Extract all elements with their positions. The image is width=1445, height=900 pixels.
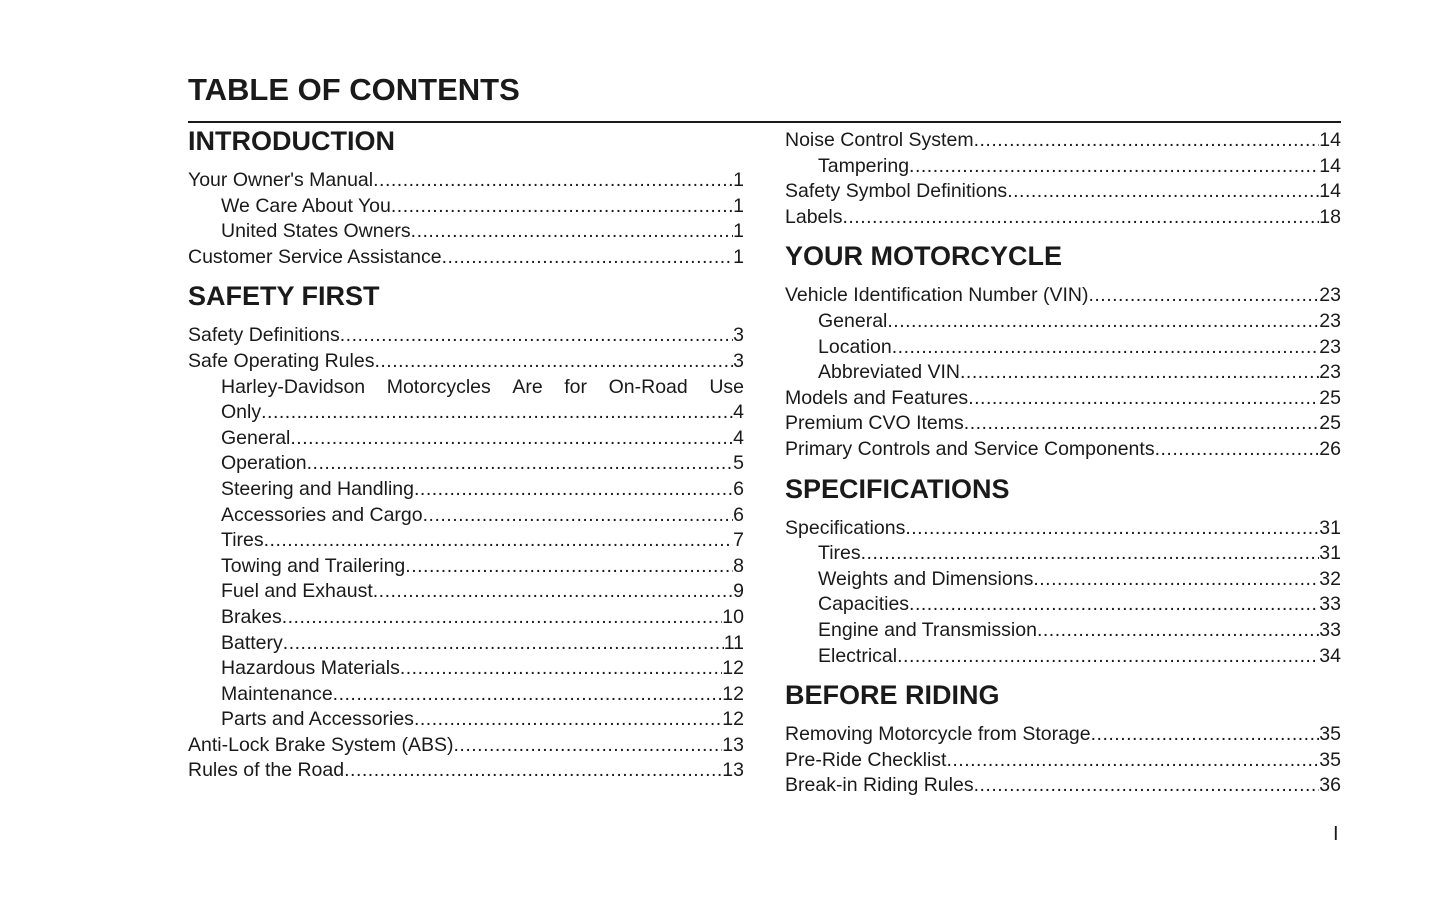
toc-entry[interactable]: Removing Motorcycle from Storage ..... 35 xyxy=(785,722,1341,748)
toc-entry[interactable]: Tampering ..... 14 xyxy=(785,154,1341,180)
page-ref: 23 xyxy=(1319,309,1341,332)
dot-leader xyxy=(344,758,722,784)
toc-entry[interactable]: Brakes ..... 10 xyxy=(188,605,744,631)
dot-leader xyxy=(290,426,733,452)
toc-entry[interactable]: Maintenance ..... 12 xyxy=(188,682,744,708)
dot-leader xyxy=(1091,722,1320,748)
toc-entry[interactable]: Steering and Handling ..... 6 xyxy=(188,477,744,503)
page-ref: 12 xyxy=(722,682,744,705)
dot-leader xyxy=(960,360,1319,386)
toc-entry[interactable]: Only ..... 4 xyxy=(188,400,744,426)
page-ref: 32 xyxy=(1319,567,1341,590)
page-ref: 1 xyxy=(733,169,744,191)
page-number: I xyxy=(1333,823,1339,845)
before-riding-entries xyxy=(785,722,1341,799)
toc-entry[interactable]: Your Owner's Manual ..... 1 xyxy=(188,168,744,194)
dot-leader xyxy=(307,451,734,477)
specifications-entries xyxy=(785,516,1341,670)
toc-entry[interactable]: Primary Controls and Service Components ..... 26 xyxy=(785,437,1341,463)
toc-entry[interactable]: Hazardous Materials ..... 12 xyxy=(188,656,744,682)
toc-entry[interactable]: Tires ..... 31 xyxy=(785,541,1341,567)
dot-leader xyxy=(374,349,733,375)
page-ref: 35 xyxy=(1319,748,1341,771)
dot-leader xyxy=(892,335,1320,361)
dot-leader xyxy=(423,503,734,529)
toc-entry[interactable]: Weights and Dimensions ..... 32 xyxy=(785,567,1341,593)
dot-leader xyxy=(842,205,1319,231)
dot-leader xyxy=(282,605,723,631)
page-ref: 13 xyxy=(722,759,744,782)
page-ref: 23 xyxy=(1319,284,1341,307)
dot-leader xyxy=(264,528,734,554)
page-ref: 8 xyxy=(733,554,744,577)
toc-entry[interactable]: We Care About You ..... 1 xyxy=(188,194,744,220)
section-heading-before-riding: BEFORE RIDING xyxy=(785,680,1000,711)
page-ref: 36 xyxy=(1319,774,1341,797)
toc-entry[interactable]: Location ..... 23 xyxy=(785,335,1341,361)
page-ref: 14 xyxy=(1319,180,1341,203)
page-ref: 11 xyxy=(723,631,744,654)
toc-entry[interactable]: General ..... 23 xyxy=(785,309,1341,335)
page-title: TABLE OF CONTENTS xyxy=(188,72,520,107)
dot-leader xyxy=(261,400,733,426)
dot-leader xyxy=(909,592,1319,618)
page-ref: 25 xyxy=(1319,386,1341,409)
toc-entry[interactable]: Anti-Lock Brake System (ABS) ..... 13 xyxy=(188,733,744,759)
dot-leader xyxy=(283,631,724,657)
dot-leader xyxy=(442,245,734,271)
page-ref: 6 xyxy=(733,477,744,500)
toc-entry[interactable]: Models and Features ..... 25 xyxy=(785,386,1341,412)
title-divider xyxy=(188,121,1341,123)
dot-leader xyxy=(414,707,722,733)
page-ref: 1 xyxy=(733,245,744,268)
page-ref: 25 xyxy=(1319,412,1341,435)
page-ref: 4 xyxy=(733,401,744,424)
toc-entry[interactable]: Safety Symbol Definitions ..... 14 xyxy=(785,179,1341,205)
page-ref: 6 xyxy=(733,503,744,526)
toc-entry[interactable]: Break-in Riding Rules ..... 36 xyxy=(785,773,1341,799)
introduction-entries xyxy=(188,168,744,270)
dot-leader xyxy=(974,128,1320,154)
dot-leader xyxy=(968,386,1319,412)
toc-entry[interactable]: Operation ..... 5 xyxy=(188,451,744,477)
page-ref: 3 xyxy=(733,349,744,372)
dot-leader xyxy=(1037,618,1319,644)
dot-leader xyxy=(909,154,1319,180)
page-ref: 12 xyxy=(722,708,744,731)
toc-entry[interactable]: Capacities ..... 33 xyxy=(785,592,1341,618)
dot-leader xyxy=(391,194,733,220)
dot-leader xyxy=(373,168,733,194)
dot-leader xyxy=(1007,179,1319,205)
toc-entry[interactable]: Fuel and Exhaust ..... 9 xyxy=(188,579,744,605)
toc-entry[interactable]: United States Owners ..... 1 xyxy=(188,219,744,245)
toc-entry[interactable]: General ..... 4 xyxy=(188,426,744,452)
dot-leader xyxy=(897,644,1319,670)
dot-leader xyxy=(1033,567,1319,593)
dot-leader xyxy=(905,516,1319,542)
dot-leader xyxy=(974,773,1320,799)
page-ref: 31 xyxy=(1319,542,1341,565)
toc-entry[interactable]: Vehicle Identification Number (VIN) ..... 23 xyxy=(785,283,1341,309)
dot-leader xyxy=(414,477,733,503)
dot-leader xyxy=(405,554,733,580)
dot-leader xyxy=(946,748,1319,774)
toc-entry[interactable]: Parts and Accessories ..... 12 xyxy=(188,707,744,733)
toc-entry[interactable]: Tires ..... 7 xyxy=(188,528,744,554)
page-ref: 3 xyxy=(733,324,744,347)
page-ref: 33 xyxy=(1319,618,1341,641)
toc-entry[interactable]: Engine and Transmission ..... 33 xyxy=(785,618,1341,644)
dot-leader xyxy=(333,682,723,708)
toc-entry[interactable]: Abbreviated VIN ..... 23 xyxy=(785,360,1341,386)
toc-right-column xyxy=(785,124,1341,799)
toc-entry[interactable]: Battery ..... 11 xyxy=(188,631,744,657)
toc-entry[interactable]: Safety Definitions ..... 3 xyxy=(188,323,744,349)
continued-entries xyxy=(785,128,1341,230)
dot-leader xyxy=(887,309,1319,335)
page-ref: 14 xyxy=(1319,129,1341,151)
page-ref: 26 xyxy=(1319,437,1341,460)
dot-leader xyxy=(340,323,733,349)
page-ref: 35 xyxy=(1319,723,1341,746)
section-heading-safety-first: SAFETY FIRST xyxy=(188,281,380,312)
page-ref: 10 xyxy=(722,605,744,628)
toc-entry[interactable]: Noise Control System ..... 14 xyxy=(785,128,1341,154)
toc-entry-wrapped-line[interactable]: Harley-Davidson Motorcycles Are for On-Road Use xyxy=(221,375,744,398)
toc-entry[interactable]: Electrical ..... 34 xyxy=(785,644,1341,670)
page-ref: 31 xyxy=(1319,516,1341,539)
dot-leader xyxy=(1088,283,1319,309)
safety-first-entries xyxy=(188,323,744,784)
toc-entry[interactable]: Rules of the Road ..... 13 xyxy=(188,758,744,784)
dot-leader xyxy=(964,411,1320,437)
page-ref: 12 xyxy=(722,657,744,680)
page-ref: 14 xyxy=(1319,154,1341,177)
dot-leader xyxy=(1155,437,1320,463)
page-ref: 34 xyxy=(1319,644,1341,667)
dot-leader xyxy=(454,733,723,759)
page-ref: 13 xyxy=(722,733,744,756)
section-heading-specifications: SPECIFICATIONS xyxy=(785,473,1010,504)
toc-entry[interactable]: Specifications ..... 31 xyxy=(785,516,1341,542)
page-ref: 1 xyxy=(733,220,744,243)
page-ref: 23 xyxy=(1319,361,1341,384)
dot-leader xyxy=(373,579,733,605)
dot-leader xyxy=(400,656,722,682)
your-motorcycle-entries xyxy=(785,283,1341,462)
page-ref: 23 xyxy=(1319,335,1341,358)
page-ref: 7 xyxy=(733,529,744,552)
toc-entry[interactable]: Safe Operating Rules ..... 3 xyxy=(188,349,744,375)
toc-entry[interactable]: Accessories and Cargo ..... 6 xyxy=(188,503,744,529)
toc-entry[interactable]: Premium CVO Items ..... 25 xyxy=(785,411,1341,437)
toc-entry[interactable]: Customer Service Assistance ..... 1 xyxy=(188,245,744,271)
toc-left-column xyxy=(188,124,744,784)
dot-leader xyxy=(411,219,733,245)
toc-entry[interactable]: Towing and Trailering ..... 8 xyxy=(188,554,744,580)
page-ref: 5 xyxy=(733,452,744,475)
toc-entry[interactable]: Labels ..... 18 xyxy=(785,205,1341,231)
section-heading-introduction: INTRODUCTION xyxy=(188,126,395,156)
section-heading-your-motorcycle: YOUR MOTORCYCLE xyxy=(785,241,1063,272)
page-ref: 1 xyxy=(733,194,744,217)
toc-entry[interactable]: Pre-Ride Checklist ..... 35 xyxy=(785,748,1341,774)
page-ref: 18 xyxy=(1319,205,1341,228)
page-ref: 9 xyxy=(733,580,744,603)
page-ref: 4 xyxy=(733,426,744,449)
dot-leader xyxy=(861,541,1320,567)
page-ref: 33 xyxy=(1319,593,1341,616)
